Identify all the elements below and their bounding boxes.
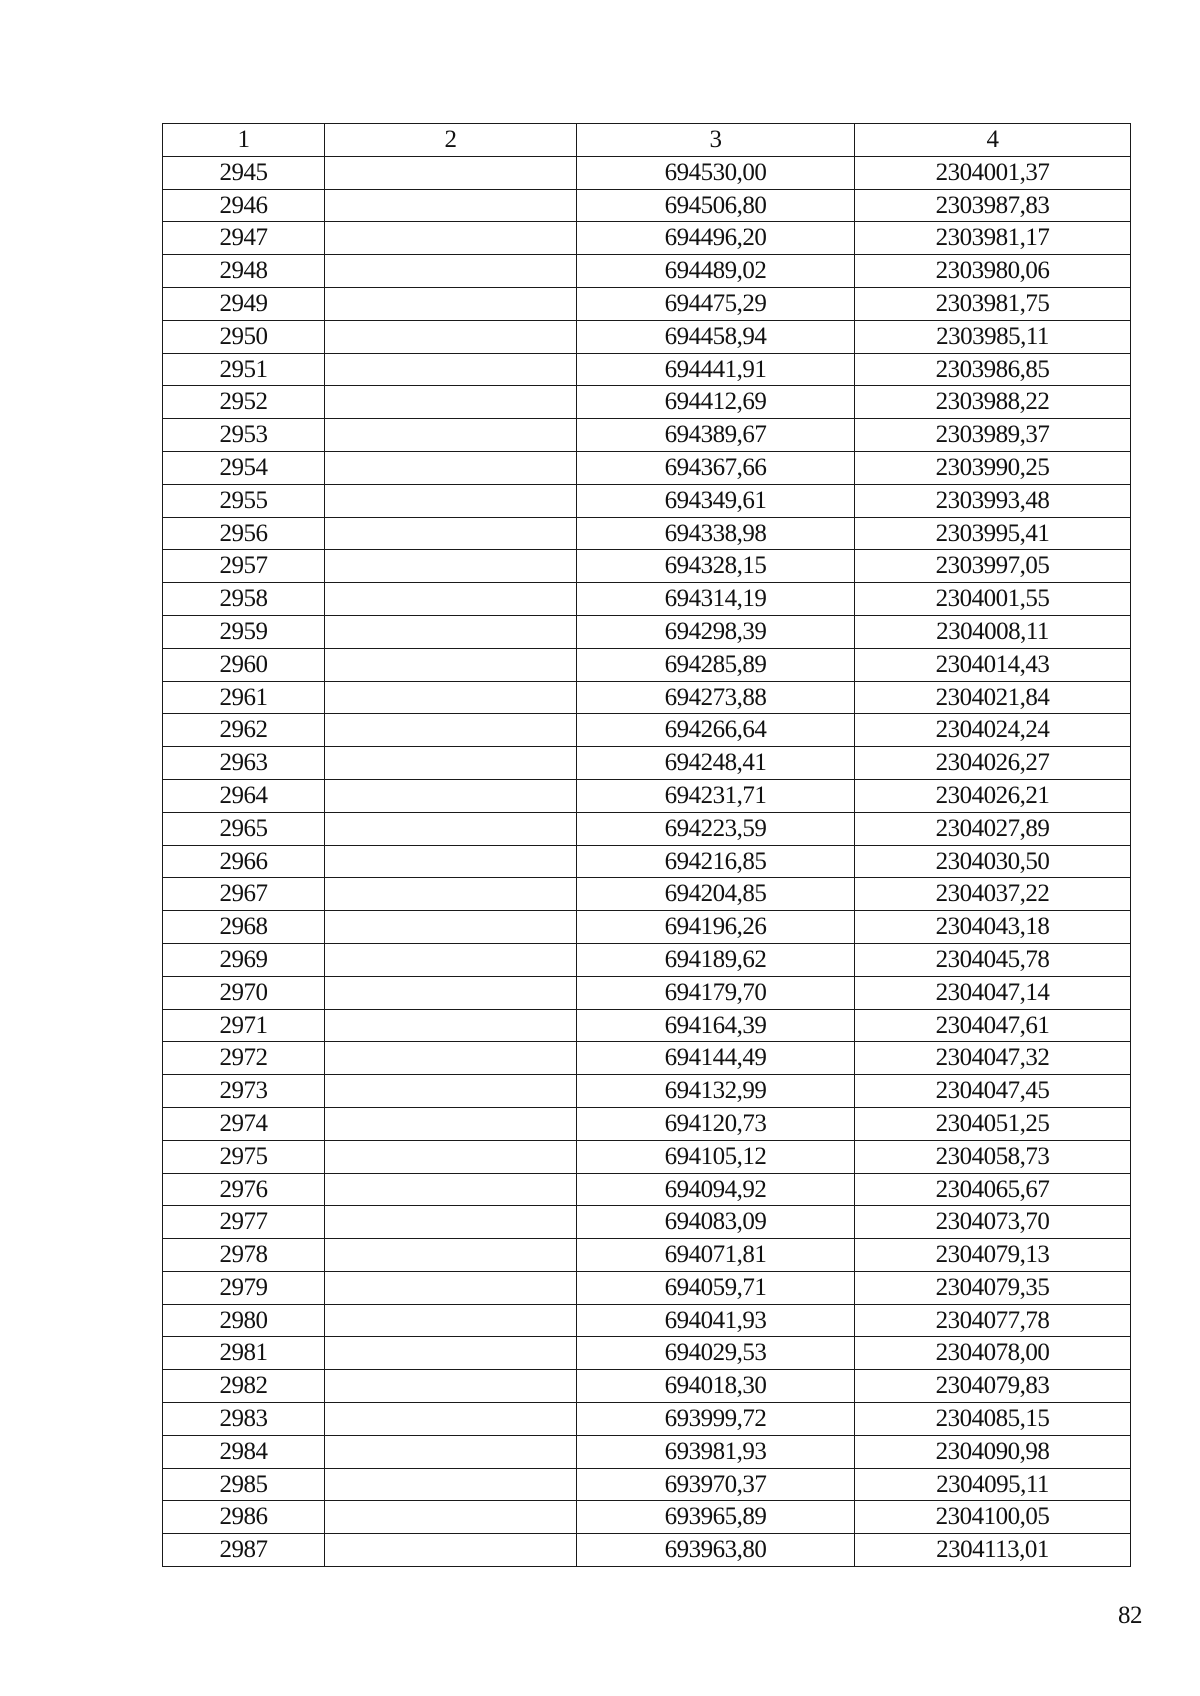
- x-coordinate-cell: 694029,53: [577, 1337, 855, 1370]
- y-coordinate-cell: 2304047,14: [855, 976, 1131, 1009]
- empty-cell: [325, 1173, 577, 1206]
- point-number-cell: 2973: [163, 1075, 325, 1108]
- table-row: [163, 255, 1131, 288]
- point-number-cell: 2979: [163, 1271, 325, 1304]
- empty-cell: [325, 812, 577, 845]
- x-coordinate-cell: 693963,80: [577, 1534, 855, 1567]
- x-coordinate-cell: 694120,73: [577, 1107, 855, 1140]
- y-coordinate-cell: 2303993,48: [855, 484, 1131, 517]
- point-number-cell: 2974: [163, 1107, 325, 1140]
- point-number-cell: 2950: [163, 320, 325, 353]
- y-coordinate-cell: 2304077,78: [855, 1304, 1131, 1337]
- empty-cell: [325, 287, 577, 320]
- x-coordinate-cell: 694458,94: [577, 320, 855, 353]
- y-coordinate-cell: 2304051,25: [855, 1107, 1131, 1140]
- y-coordinate-cell: 2304043,18: [855, 911, 1131, 944]
- x-coordinate-cell: 694441,91: [577, 353, 855, 386]
- table-row: [163, 845, 1131, 878]
- x-coordinate-cell: 694132,99: [577, 1075, 855, 1108]
- point-number-cell: 2976: [163, 1173, 325, 1206]
- table-row: [163, 1140, 1131, 1173]
- table-row: [163, 222, 1131, 255]
- table-row: [163, 911, 1131, 944]
- x-coordinate-cell: 694196,26: [577, 911, 855, 944]
- point-number-cell: 2980: [163, 1304, 325, 1337]
- x-coordinate-cell: 694189,62: [577, 943, 855, 976]
- empty-cell: [325, 517, 577, 550]
- empty-cell: [325, 911, 577, 944]
- point-number-cell: 2946: [163, 189, 325, 222]
- y-coordinate-cell: 2304021,84: [855, 681, 1131, 714]
- column-header-4: 4: [855, 124, 1131, 157]
- y-coordinate-cell: 2303981,75: [855, 287, 1131, 320]
- table-row: [163, 583, 1131, 616]
- y-coordinate-cell: 2304079,83: [855, 1370, 1131, 1403]
- y-coordinate-cell: 2304058,73: [855, 1140, 1131, 1173]
- point-number-cell: 2965: [163, 812, 325, 845]
- empty-cell: [325, 615, 577, 648]
- empty-cell: [325, 1075, 577, 1108]
- y-coordinate-cell: 2303988,22: [855, 386, 1131, 419]
- table-row: [163, 189, 1131, 222]
- table-row: [163, 1435, 1131, 1468]
- x-coordinate-cell: 694314,19: [577, 583, 855, 616]
- table-row: [163, 320, 1131, 353]
- y-coordinate-cell: 2304113,01: [855, 1534, 1131, 1567]
- table-row: [163, 1534, 1131, 1567]
- empty-cell: [325, 1107, 577, 1140]
- table-row: [163, 1075, 1131, 1108]
- table-row: [163, 1501, 1131, 1534]
- point-number-cell: 2955: [163, 484, 325, 517]
- point-number-cell: 2948: [163, 255, 325, 288]
- y-coordinate-cell: 2304030,50: [855, 845, 1131, 878]
- table-row: [163, 1206, 1131, 1239]
- empty-cell: [325, 943, 577, 976]
- empty-cell: [325, 1206, 577, 1239]
- empty-cell: [325, 419, 577, 452]
- table-row: [163, 1107, 1131, 1140]
- y-coordinate-cell: 2304045,78: [855, 943, 1131, 976]
- y-coordinate-cell: 2303985,11: [855, 320, 1131, 353]
- y-coordinate-cell: 2304079,13: [855, 1239, 1131, 1272]
- x-coordinate-cell: 694285,89: [577, 648, 855, 681]
- point-number-cell: 2987: [163, 1534, 325, 1567]
- empty-cell: [325, 681, 577, 714]
- point-number-cell: 2956: [163, 517, 325, 550]
- x-coordinate-cell: 694412,69: [577, 386, 855, 419]
- x-coordinate-cell: 694273,88: [577, 681, 855, 714]
- y-coordinate-cell: 2303980,06: [855, 255, 1131, 288]
- x-coordinate-cell: 694389,67: [577, 419, 855, 452]
- table-row: [163, 1009, 1131, 1042]
- y-coordinate-cell: 2304026,27: [855, 747, 1131, 780]
- table-row: [163, 353, 1131, 386]
- table-row: [163, 681, 1131, 714]
- x-coordinate-cell: 694204,85: [577, 878, 855, 911]
- empty-cell: [325, 845, 577, 878]
- empty-cell: [325, 1140, 577, 1173]
- y-coordinate-cell: 2304037,22: [855, 878, 1131, 911]
- y-coordinate-cell: 2303997,05: [855, 550, 1131, 583]
- point-number-cell: 2953: [163, 419, 325, 452]
- empty-cell: [325, 1009, 577, 1042]
- x-coordinate-cell: 694338,98: [577, 517, 855, 550]
- table-row: [163, 1271, 1131, 1304]
- x-coordinate-cell: 694083,09: [577, 1206, 855, 1239]
- empty-cell: [325, 714, 577, 747]
- empty-cell: [325, 189, 577, 222]
- x-coordinate-cell: 694496,20: [577, 222, 855, 255]
- table-row: [163, 550, 1131, 583]
- y-coordinate-cell: 2304047,45: [855, 1075, 1131, 1108]
- point-number-cell: 2963: [163, 747, 325, 780]
- point-number-cell: 2960: [163, 648, 325, 681]
- table-row: [163, 419, 1131, 452]
- point-number-cell: 2969: [163, 943, 325, 976]
- x-coordinate-cell: 694530,00: [577, 156, 855, 189]
- empty-cell: [325, 976, 577, 1009]
- point-number-cell: 2954: [163, 451, 325, 484]
- table-row: [163, 615, 1131, 648]
- empty-cell: [325, 156, 577, 189]
- x-coordinate-cell: 694475,29: [577, 287, 855, 320]
- x-coordinate-cell: 694367,66: [577, 451, 855, 484]
- empty-cell: [325, 1370, 577, 1403]
- column-header-1: 1: [163, 124, 325, 157]
- point-number-cell: 2959: [163, 615, 325, 648]
- x-coordinate-cell: 693999,72: [577, 1403, 855, 1436]
- table-row: [163, 451, 1131, 484]
- point-number-cell: 2968: [163, 911, 325, 944]
- point-number-cell: 2983: [163, 1403, 325, 1436]
- page-number: 82: [1118, 1602, 1142, 1629]
- x-coordinate-cell: 694328,15: [577, 550, 855, 583]
- empty-cell: [325, 1271, 577, 1304]
- table-row: [163, 1468, 1131, 1501]
- empty-cell: [325, 1304, 577, 1337]
- point-number-cell: 2977: [163, 1206, 325, 1239]
- y-coordinate-cell: 2303995,41: [855, 517, 1131, 550]
- empty-cell: [325, 1042, 577, 1075]
- point-number-cell: 2958: [163, 583, 325, 616]
- x-coordinate-cell: 694071,81: [577, 1239, 855, 1272]
- column-header-3: 3: [577, 124, 855, 157]
- point-number-cell: 2975: [163, 1140, 325, 1173]
- table-row: [163, 648, 1131, 681]
- table-row: [163, 943, 1131, 976]
- y-coordinate-cell: 2304001,37: [855, 156, 1131, 189]
- empty-cell: [325, 222, 577, 255]
- x-coordinate-cell: 694164,39: [577, 1009, 855, 1042]
- empty-cell: [325, 484, 577, 517]
- y-coordinate-cell: 2304001,55: [855, 583, 1131, 616]
- table-row: [163, 812, 1131, 845]
- x-coordinate-cell: 694266,64: [577, 714, 855, 747]
- x-coordinate-cell: 693981,93: [577, 1435, 855, 1468]
- x-coordinate-cell: 694018,30: [577, 1370, 855, 1403]
- x-coordinate-cell: 694105,12: [577, 1140, 855, 1173]
- y-coordinate-cell: 2303990,25: [855, 451, 1131, 484]
- y-coordinate-cell: 2304085,15: [855, 1403, 1131, 1436]
- point-number-cell: 2964: [163, 779, 325, 812]
- x-coordinate-cell: 694223,59: [577, 812, 855, 845]
- table-header-row: [163, 124, 1131, 157]
- coordinates-table: [162, 123, 1131, 1567]
- table-row: [163, 1403, 1131, 1436]
- table-row: [163, 287, 1131, 320]
- x-coordinate-cell: 694041,93: [577, 1304, 855, 1337]
- empty-cell: [325, 451, 577, 484]
- y-coordinate-cell: 2303986,85: [855, 353, 1131, 386]
- empty-cell: [325, 1403, 577, 1436]
- empty-cell: [325, 550, 577, 583]
- point-number-cell: 2947: [163, 222, 325, 255]
- table-row: [163, 1239, 1131, 1272]
- table-row: [163, 517, 1131, 550]
- empty-cell: [325, 255, 577, 288]
- empty-cell: [325, 386, 577, 419]
- column-header-2: 2: [325, 124, 577, 157]
- x-coordinate-cell: 694144,49: [577, 1042, 855, 1075]
- empty-cell: [325, 648, 577, 681]
- point-number-cell: 2970: [163, 976, 325, 1009]
- point-number-cell: 2962: [163, 714, 325, 747]
- empty-cell: [325, 1435, 577, 1468]
- point-number-cell: 2982: [163, 1370, 325, 1403]
- empty-cell: [325, 1501, 577, 1534]
- point-number-cell: 2971: [163, 1009, 325, 1042]
- y-coordinate-cell: 2304073,70: [855, 1206, 1131, 1239]
- empty-cell: [325, 779, 577, 812]
- empty-cell: [325, 878, 577, 911]
- table-row: [163, 976, 1131, 1009]
- point-number-cell: 2978: [163, 1239, 325, 1272]
- point-number-cell: 2984: [163, 1435, 325, 1468]
- y-coordinate-cell: 2304079,35: [855, 1271, 1131, 1304]
- x-coordinate-cell: 694298,39: [577, 615, 855, 648]
- table-row: [163, 386, 1131, 419]
- table-row: [163, 156, 1131, 189]
- point-number-cell: 2945: [163, 156, 325, 189]
- point-number-cell: 2957: [163, 550, 325, 583]
- y-coordinate-cell: 2304095,11: [855, 1468, 1131, 1501]
- table-row: [163, 1042, 1131, 1075]
- x-coordinate-cell: 694489,02: [577, 255, 855, 288]
- x-coordinate-cell: 694094,92: [577, 1173, 855, 1206]
- y-coordinate-cell: 2304024,24: [855, 714, 1131, 747]
- y-coordinate-cell: 2304047,32: [855, 1042, 1131, 1075]
- empty-cell: [325, 1468, 577, 1501]
- y-coordinate-cell: 2304100,05: [855, 1501, 1131, 1534]
- y-coordinate-cell: 2303987,83: [855, 189, 1131, 222]
- empty-cell: [325, 1534, 577, 1567]
- point-number-cell: 2985: [163, 1468, 325, 1501]
- y-coordinate-cell: 2304026,21: [855, 779, 1131, 812]
- x-coordinate-cell: 693970,37: [577, 1468, 855, 1501]
- y-coordinate-cell: 2303989,37: [855, 419, 1131, 452]
- table-body: [163, 156, 1131, 1566]
- point-number-cell: 2981: [163, 1337, 325, 1370]
- y-coordinate-cell: 2304008,11: [855, 615, 1131, 648]
- table-row: [163, 747, 1131, 780]
- x-coordinate-cell: 694349,61: [577, 484, 855, 517]
- y-coordinate-cell: 2304065,67: [855, 1173, 1131, 1206]
- y-coordinate-cell: 2304078,00: [855, 1337, 1131, 1370]
- y-coordinate-cell: 2304027,89: [855, 812, 1131, 845]
- empty-cell: [325, 353, 577, 386]
- x-coordinate-cell: 693965,89: [577, 1501, 855, 1534]
- table-row: [163, 779, 1131, 812]
- table-row: [163, 714, 1131, 747]
- point-number-cell: 2972: [163, 1042, 325, 1075]
- table-row: [163, 1173, 1131, 1206]
- point-number-cell: 2961: [163, 681, 325, 714]
- y-coordinate-cell: 2304090,98: [855, 1435, 1131, 1468]
- empty-cell: [325, 1239, 577, 1272]
- empty-cell: [325, 583, 577, 616]
- table-row: [163, 1304, 1131, 1337]
- x-coordinate-cell: 694248,41: [577, 747, 855, 780]
- y-coordinate-cell: 2304014,43: [855, 648, 1131, 681]
- x-coordinate-cell: 694506,80: [577, 189, 855, 222]
- point-number-cell: 2966: [163, 845, 325, 878]
- x-coordinate-cell: 694216,85: [577, 845, 855, 878]
- empty-cell: [325, 1337, 577, 1370]
- table-row: [163, 1370, 1131, 1403]
- y-coordinate-cell: 2303981,17: [855, 222, 1131, 255]
- x-coordinate-cell: 694231,71: [577, 779, 855, 812]
- y-coordinate-cell: 2304047,61: [855, 1009, 1131, 1042]
- point-number-cell: 2952: [163, 386, 325, 419]
- point-number-cell: 2967: [163, 878, 325, 911]
- point-number-cell: 2951: [163, 353, 325, 386]
- point-number-cell: 2986: [163, 1501, 325, 1534]
- x-coordinate-cell: 694179,70: [577, 976, 855, 1009]
- table-row: [163, 878, 1131, 911]
- empty-cell: [325, 747, 577, 780]
- table-row: [163, 1337, 1131, 1370]
- table-row: [163, 484, 1131, 517]
- point-number-cell: 2949: [163, 287, 325, 320]
- empty-cell: [325, 320, 577, 353]
- x-coordinate-cell: 694059,71: [577, 1271, 855, 1304]
